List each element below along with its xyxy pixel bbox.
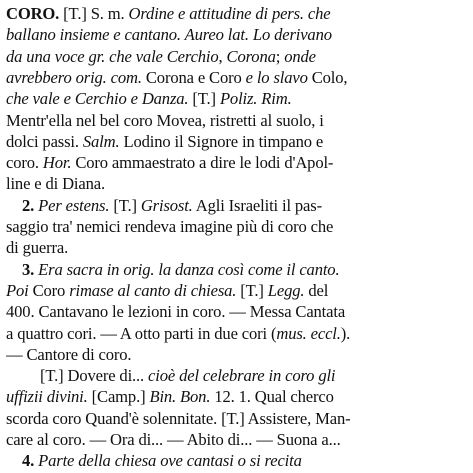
- italic-text: Grisost.: [140, 195, 193, 215]
- italic-text: Era sacra in orig. la danza così come il canto.: [38, 259, 340, 279]
- italic-text: che vale e Cerchio e Danza.: [6, 89, 189, 109]
- text-run: 400. Cantavano le lezioni in coro. — Messa Cantata: [6, 302, 346, 322]
- text-run: Corona e Coro: [141, 67, 246, 87]
- sense-number: 2.: [22, 195, 39, 215]
- text-run: saggio tra' nemici rendeva imagine più di coro che: [6, 217, 334, 236]
- italic-text: onde: [284, 46, 316, 66]
- italic-text: mus. eccl.: [276, 323, 341, 343]
- text-run: di guerra.: [6, 238, 69, 258]
- italic-text: Parte della chiesa ove cantasi o si recita: [38, 451, 302, 471]
- text-run: [Camp.]: [87, 387, 150, 407]
- text-run: a quattro cori. — A otto parti in due cori (: [6, 323, 277, 343]
- headword: CORO.: [6, 4, 60, 23]
- entry-line: [22, 449, 466, 473]
- italic-text: ballano insieme e cantano. Aureo lat. Lo derivano: [6, 25, 332, 45]
- text-run: dolci passi.: [6, 131, 83, 151]
- italic-text: Ordine e attitudine di pers. che: [128, 4, 331, 23]
- text-run: 12. 1. Qual cherco: [210, 387, 334, 407]
- text-run: Mentr'ella nel bel coro Movea, ristretti al suolo, i: [6, 110, 324, 130]
- text-run: care al coro. — Ora di... — Abito di... — Suona a...: [6, 430, 341, 449]
- italic-text: cioè del celebrare in coro gli: [148, 366, 336, 386]
- italic-text: Salm.: [82, 131, 120, 151]
- text-run: Coro ammaestrato a dire le lodi d'Apol-: [71, 153, 334, 173]
- italic-text: e lo slavo: [245, 67, 308, 87]
- italic-text: avrebbero orig. com.: [6, 67, 142, 87]
- sense-number: 3.: [22, 259, 39, 279]
- text-run: Coro: [28, 280, 70, 300]
- sense-number: 4.: [22, 451, 39, 471]
- italic-text: rimase al canto di chiesa.: [69, 280, 237, 300]
- text-run: line e di Diana.: [6, 174, 105, 194]
- text-run: — Cantore di coro.: [6, 344, 132, 364]
- text-run: Colo,: [307, 67, 348, 87]
- text-run: ;: [275, 46, 285, 66]
- italic-text: Per estens.: [38, 195, 110, 215]
- text-run: [T.]: [188, 89, 220, 109]
- italic-text: uffizii divini.: [6, 387, 88, 407]
- text-run: scorda coro Quand'è solennitate. [T.] Assistere, Man-: [6, 408, 351, 428]
- italic-text: da una voce gr. che vale Cerchio: [6, 46, 219, 66]
- italic-text: Poliz. Rim.: [219, 89, 292, 109]
- text-run: [T.]: [109, 195, 141, 215]
- text-run: Lodino il Signore in timpano e: [119, 131, 324, 151]
- text-run: [T.] Dovere di...: [40, 366, 149, 386]
- text-run: ).: [340, 323, 351, 343]
- italic-text: Hor.: [42, 153, 72, 173]
- text-run: [T.]: [236, 280, 268, 300]
- text-run: coro.: [6, 153, 43, 173]
- text-run: [T.] S. m.: [59, 4, 129, 23]
- text-run: ,: [218, 46, 227, 66]
- italic-text: Legg.: [267, 280, 305, 300]
- italic-text: Corona: [226, 46, 276, 66]
- text-run: Agli Israeliti il pas-: [192, 195, 322, 215]
- text-run: del: [304, 280, 329, 300]
- italic-text: Poi: [6, 280, 29, 300]
- italic-text: Bin. Bon.: [149, 387, 211, 407]
